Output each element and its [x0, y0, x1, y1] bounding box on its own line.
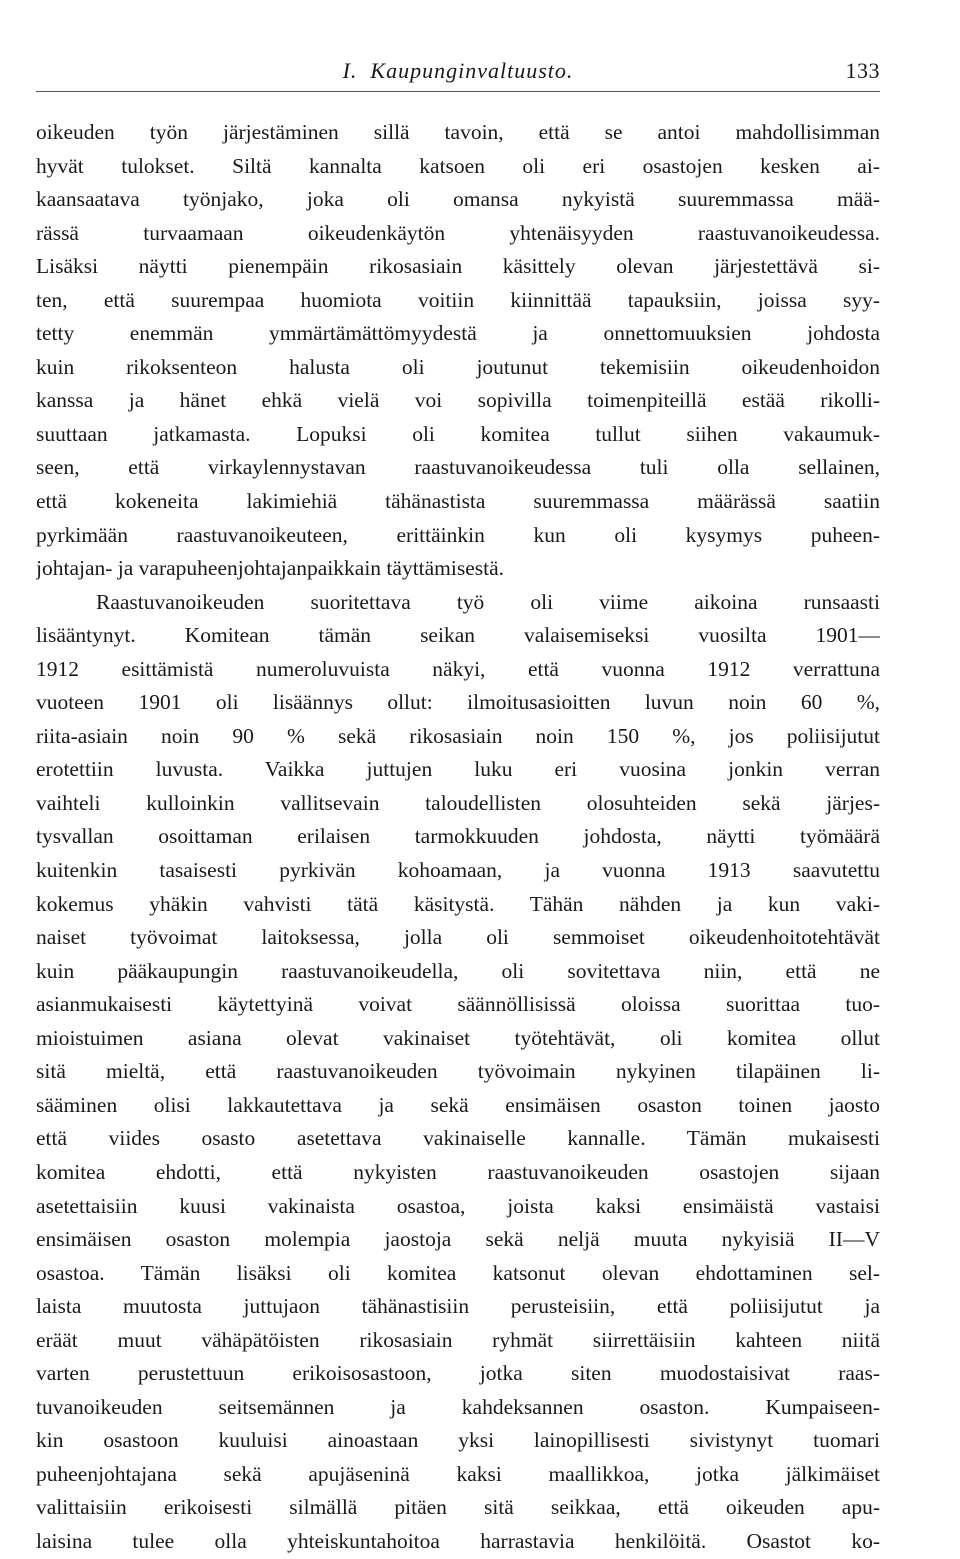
- running-title: I. Kaupunginvaltuusto.: [342, 58, 574, 83]
- text-line: vuoteen 1901 oli lisäännys ollut: ilmoitusasioitten luvun noin 60 %,: [36, 690, 880, 715]
- text-line: Raastuvanoikeuden suoritettava työ oli viime aikoina runsaasti: [96, 589, 880, 614]
- text-line: suuttaan jatkamasta. Lopuksi oli komitea tullut siihen vakaumuk-: [36, 421, 880, 446]
- header-rule: [36, 91, 880, 92]
- text-line: ensimäisen osaston molempia jaostoja sekä neljä muuta nykyisiä II—V: [36, 1227, 880, 1252]
- text-line: kuin rikoksenteon halusta oli joutunut tekemisiin oikeudenhoidon: [36, 354, 880, 379]
- text-line: komitea ehdotti, että nykyisten raastuvanoikeuden osastojen sijaan: [36, 1159, 880, 1184]
- text-line: sitä mieltä, että raastuvanoikeuden työvoimain nykyinen tilapäinen li-: [36, 1059, 880, 1084]
- text-line: kanssa ja hänet ehkä vielä voi sopivilla toimenpiteillä estää rikolli-: [36, 388, 880, 413]
- text-line: Lisäksi näytti pienempäin rikosasiain käsittely olevan järjestettävä si-: [36, 254, 880, 279]
- text-line: että viides osasto asetettava vakinaiselle kannalle. Tämän mukaisesti: [36, 1126, 880, 1151]
- text-line: hyvät tulokset. Siltä kannalta katsoen oli eri osastojen kesken ai-: [36, 153, 880, 178]
- text-line: että kokeneita lakimiehiä tähänastista suuremmassa määrässä saatiin: [36, 489, 880, 514]
- text-line: kuitenkin tasaisesti pyrkivän kohoamaan, ja vuonna 1913 saavutettu: [36, 858, 880, 883]
- text-line: riita-asiain noin 90 % sekä rikosasiain noin 150 %, jos poliisijutut: [36, 723, 880, 748]
- text-line: johtajan- ja varapuheenjohtajanpaikkain täyttämisestä.: [36, 556, 505, 581]
- text-line: varten perustettuun erikoisosastoon, jotka siten muodostaisivat raas-: [36, 1361, 880, 1386]
- running-header: [36, 58, 880, 92]
- text-line: vaihteli kulloinkin vallitsevain taloudellisten olosuhteiden sekä järjes-: [36, 790, 880, 815]
- text-line: kin osastoon kuuluisi ainoastaan yksi lainopillisesti sivistynyt tuomari: [36, 1428, 880, 1453]
- text-line: asianmukaisesti käytettyinä voivat säännöllisissä oloissa suorittaa tuo-: [36, 992, 880, 1017]
- text-line: sääminen olisi lakkautettava ja sekä ensimäisen osaston toinen jaosto: [36, 1092, 880, 1117]
- text-line: pyrkimään raastuvanoikeuteen, erittäinkin kun oli kysymys puheen-: [36, 522, 880, 547]
- text-line: tuvanoikeuden seitsemännen ja kahdeksannen osaston. Kumpaiseen-: [36, 1394, 880, 1419]
- text-line: eräät muut vähäpätöisten rikosasiain ryhmät siirrettäisiin kahteen niitä: [36, 1327, 880, 1352]
- text-line: oikeuden työn järjestäminen sillä tavoin, että se antoi mahdollisimman: [36, 120, 880, 144]
- text-line: 1912 esittämistä numeroluvuista näkyi, että vuonna 1912 verrattuna: [36, 656, 880, 681]
- text-line: puheenjohtajana sekä apujäseninä kaksi maallikkoa, jotka jälkimäiset: [36, 1461, 880, 1486]
- text-line: seen, että virkaylennystavan raastuvanoikeudessa tuli olla sellainen,: [36, 455, 880, 480]
- text-line: tetty enemmän ymmärtämättömyydestä ja onnettomuuksien johdosta: [36, 321, 880, 346]
- text-line: kokemus yhäkin vahvisti tätä käsitystä. Tähän nähden ja kun vaki-: [36, 891, 880, 916]
- text-line: kuin pääkaupungin raastuvanoikeudella, oli sovitettava niin, että ne: [36, 958, 880, 983]
- text-line: valittaisiin erikoisesti silmällä pitäen sitä seikkaa, että oikeuden apu-: [36, 1495, 880, 1520]
- text-line: laista muutosta juttujaon tähänastisiin perusteisiin, että poliisijutut ja: [36, 1294, 880, 1319]
- text-line: mioistuimen asiana olevat vakinaiset työtehtävät, oli komitea ollut: [36, 1025, 880, 1050]
- text-line: osastoa. Tämän lisäksi oli komitea katsonut olevan ehdottaminen sel-: [36, 1260, 880, 1285]
- text-line: lisääntynyt. Komitean tämän seikan valaisemiseksi vuosilta 1901—: [36, 623, 880, 648]
- text-line: tysvallan osoittaman erilaisen tarmokkuuden johdosta, näytti työmäärä: [36, 824, 880, 849]
- text-line: asetettaisiin kuusi vakinaista osastoa, joista kaksi ensimäistä vastaisi: [36, 1193, 880, 1218]
- text-line: ten, että suurempaa huomiota voitiin kiinnittää tapauksiin, joissa syy-: [36, 287, 880, 312]
- page-number: 133: [845, 58, 880, 83]
- text-line: naiset työvoimat laitoksessa, jolla oli semmoiset oikeudenhoitotehtävät: [36, 925, 880, 950]
- text-line: erotettiin luvusta. Vaikka juttujen luku eri vuosina jonkin verran: [36, 757, 880, 782]
- text-line: laisina tulee olla yhteiskuntahoitoa harrastavia henkilöitä. Osastot ko-: [36, 1528, 880, 1553]
- body-text: [36, 116, 880, 1559]
- text-line: kaansaatava työnjako, joka oli omansa nykyistä suuremmassa mää-: [36, 187, 880, 212]
- text-line: rässä turvaamaan oikeudenkäytön yhtenäisyyden raastuvanoikeudessa.: [36, 220, 880, 245]
